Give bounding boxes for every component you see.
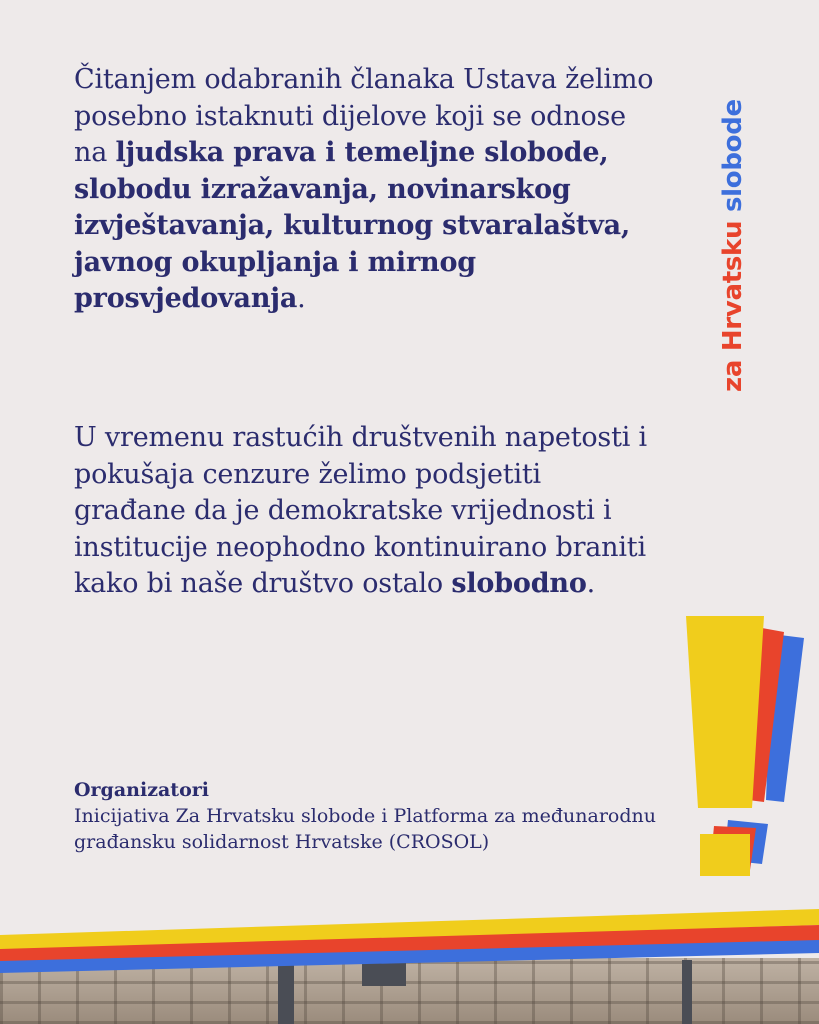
second-text: U vremenu rastućih društvenih napetosti i pokušaja cenzure želimo podsjetiti građane da je demokratske vrijednosti i institucije neophodno kontinuirano braniti kako bi naše društvo ostalo [74, 422, 647, 599]
second-paragraph [74, 420, 654, 603]
tricolor-stripes [0, 905, 819, 975]
intro-bold-text: ljudska prava i temeljne slobode, slobodu izražavanja, novinarskog izvještavanja, kulturnog stvaralaštva, javnog okupljanja i mirnog prosvjedovanja [74, 137, 631, 314]
organizers-block [74, 777, 674, 855]
brand-part-blue: slobode [718, 99, 748, 213]
second-period: . [586, 568, 596, 599]
organizers-text: Inicijativa Za Hrvatsku slobode i Platforma za međunarodnu građansku solidarnost Hrvatske (CROSOL) [74, 805, 656, 853]
brand-part-red: za Hrvatsku [718, 220, 748, 392]
intro-period: . [297, 283, 306, 314]
intro-paragraph [74, 62, 654, 318]
intro-text: Čitanjem odabranih članaka Ustava želimo posebno istaknuti dijelove koji se odnose na [74, 64, 654, 168]
brand-vertical-logo [718, 99, 748, 392]
second-bold-text: slobodno [451, 568, 587, 599]
exclamation-mark-icon [684, 612, 814, 882]
organizers-title: Organizatori [74, 779, 209, 801]
